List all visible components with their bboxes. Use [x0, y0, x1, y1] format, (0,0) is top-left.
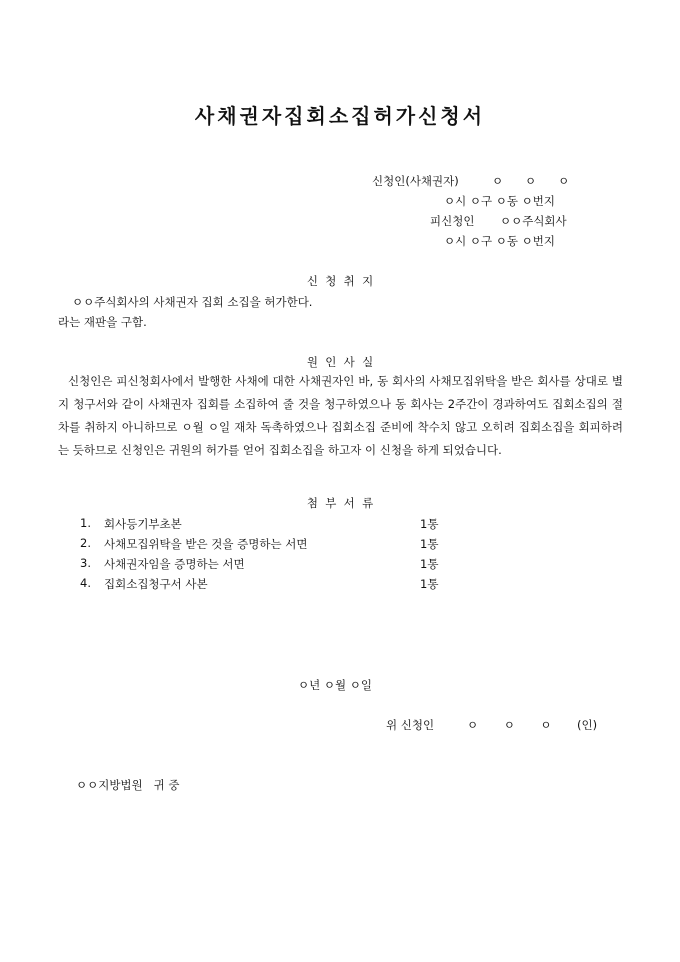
- attachment-name: 집회소집청구서 사본: [104, 577, 208, 591]
- court-addressee: ㅇㅇ지방법원 귀 중: [76, 778, 180, 792]
- purpose-line1: ㅇㅇ주식회사의 사채권자 집회 소집을 허가한다.: [72, 295, 313, 309]
- attachment-name: 사채모집위탁을 받은 것을 증명하는 서면: [104, 537, 308, 551]
- attachment-count: 1통: [420, 577, 439, 591]
- signature-label: 위 신청인: [386, 718, 435, 732]
- attachment-count: 1통: [420, 537, 439, 551]
- respondent-label: 피신청인: [430, 214, 475, 228]
- signature-name: ㅇ ㅇ ㅇ: [467, 718, 552, 732]
- applicant-label: 신청인(사채권자): [372, 174, 459, 188]
- cause-heading: 원 인 사 실: [306, 355, 374, 369]
- signature-seal: (인): [577, 718, 598, 732]
- attachment-num: 1.: [80, 516, 91, 530]
- attachment-num: 2.: [80, 536, 91, 550]
- filing-date: ㅇ년 ㅇ월 ㅇ일: [298, 678, 372, 692]
- applicant-name: ㅇ ㅇ ㅇ: [492, 174, 570, 188]
- cause-paragraph: [58, 370, 623, 462]
- document-title: 사채권자집회소집허가신청서: [194, 104, 486, 128]
- respondent-address: ㅇ시 ㅇ구 ㅇ동 ㅇ번지: [444, 234, 555, 248]
- attachment-num: 4.: [80, 576, 91, 590]
- attachment-name: 회사등기부초본: [104, 517, 182, 531]
- attachment-num: 3.: [80, 556, 91, 570]
- purpose-heading: 신 청 취 지: [306, 274, 374, 288]
- purpose-line2: 라는 재판을 구함.: [58, 315, 147, 329]
- attachment-count: 1통: [420, 517, 439, 531]
- attachment-name: 사채권자임을 증명하는 서면: [104, 557, 245, 571]
- attachments-heading: 첨 부 서 류: [306, 496, 374, 510]
- applicant-address: ㅇ시 ㅇ구 ㅇ동 ㅇ번지: [444, 194, 555, 208]
- cause-text: 신청인은 피신청회사에서 발행한 사채에 대한 사채권자인 바, 동 회사의 사채모집위탁을 받은 회사를 상대로 별지 청구서와 같이 사채권자 집회를 소집하여 줄 것을 청구하였으나 동 회사는 2주간이 경과하여도 집회소집의 절차를 취하지 아니하므로 ㅇ월 ㅇ일 재차 독촉하였으나 집회소집 준비에 착수치 않고 오히려 집회소집을 회피하려는 듯하므로 신청인은 귀원의 허가를 얻어 집회소집을 하고자 이 신청을 하게 되었습니다.: [58, 374, 623, 457]
- respondent-name: ㅇㅇ주식회사: [500, 214, 567, 228]
- attachment-count: 1통: [420, 557, 439, 571]
